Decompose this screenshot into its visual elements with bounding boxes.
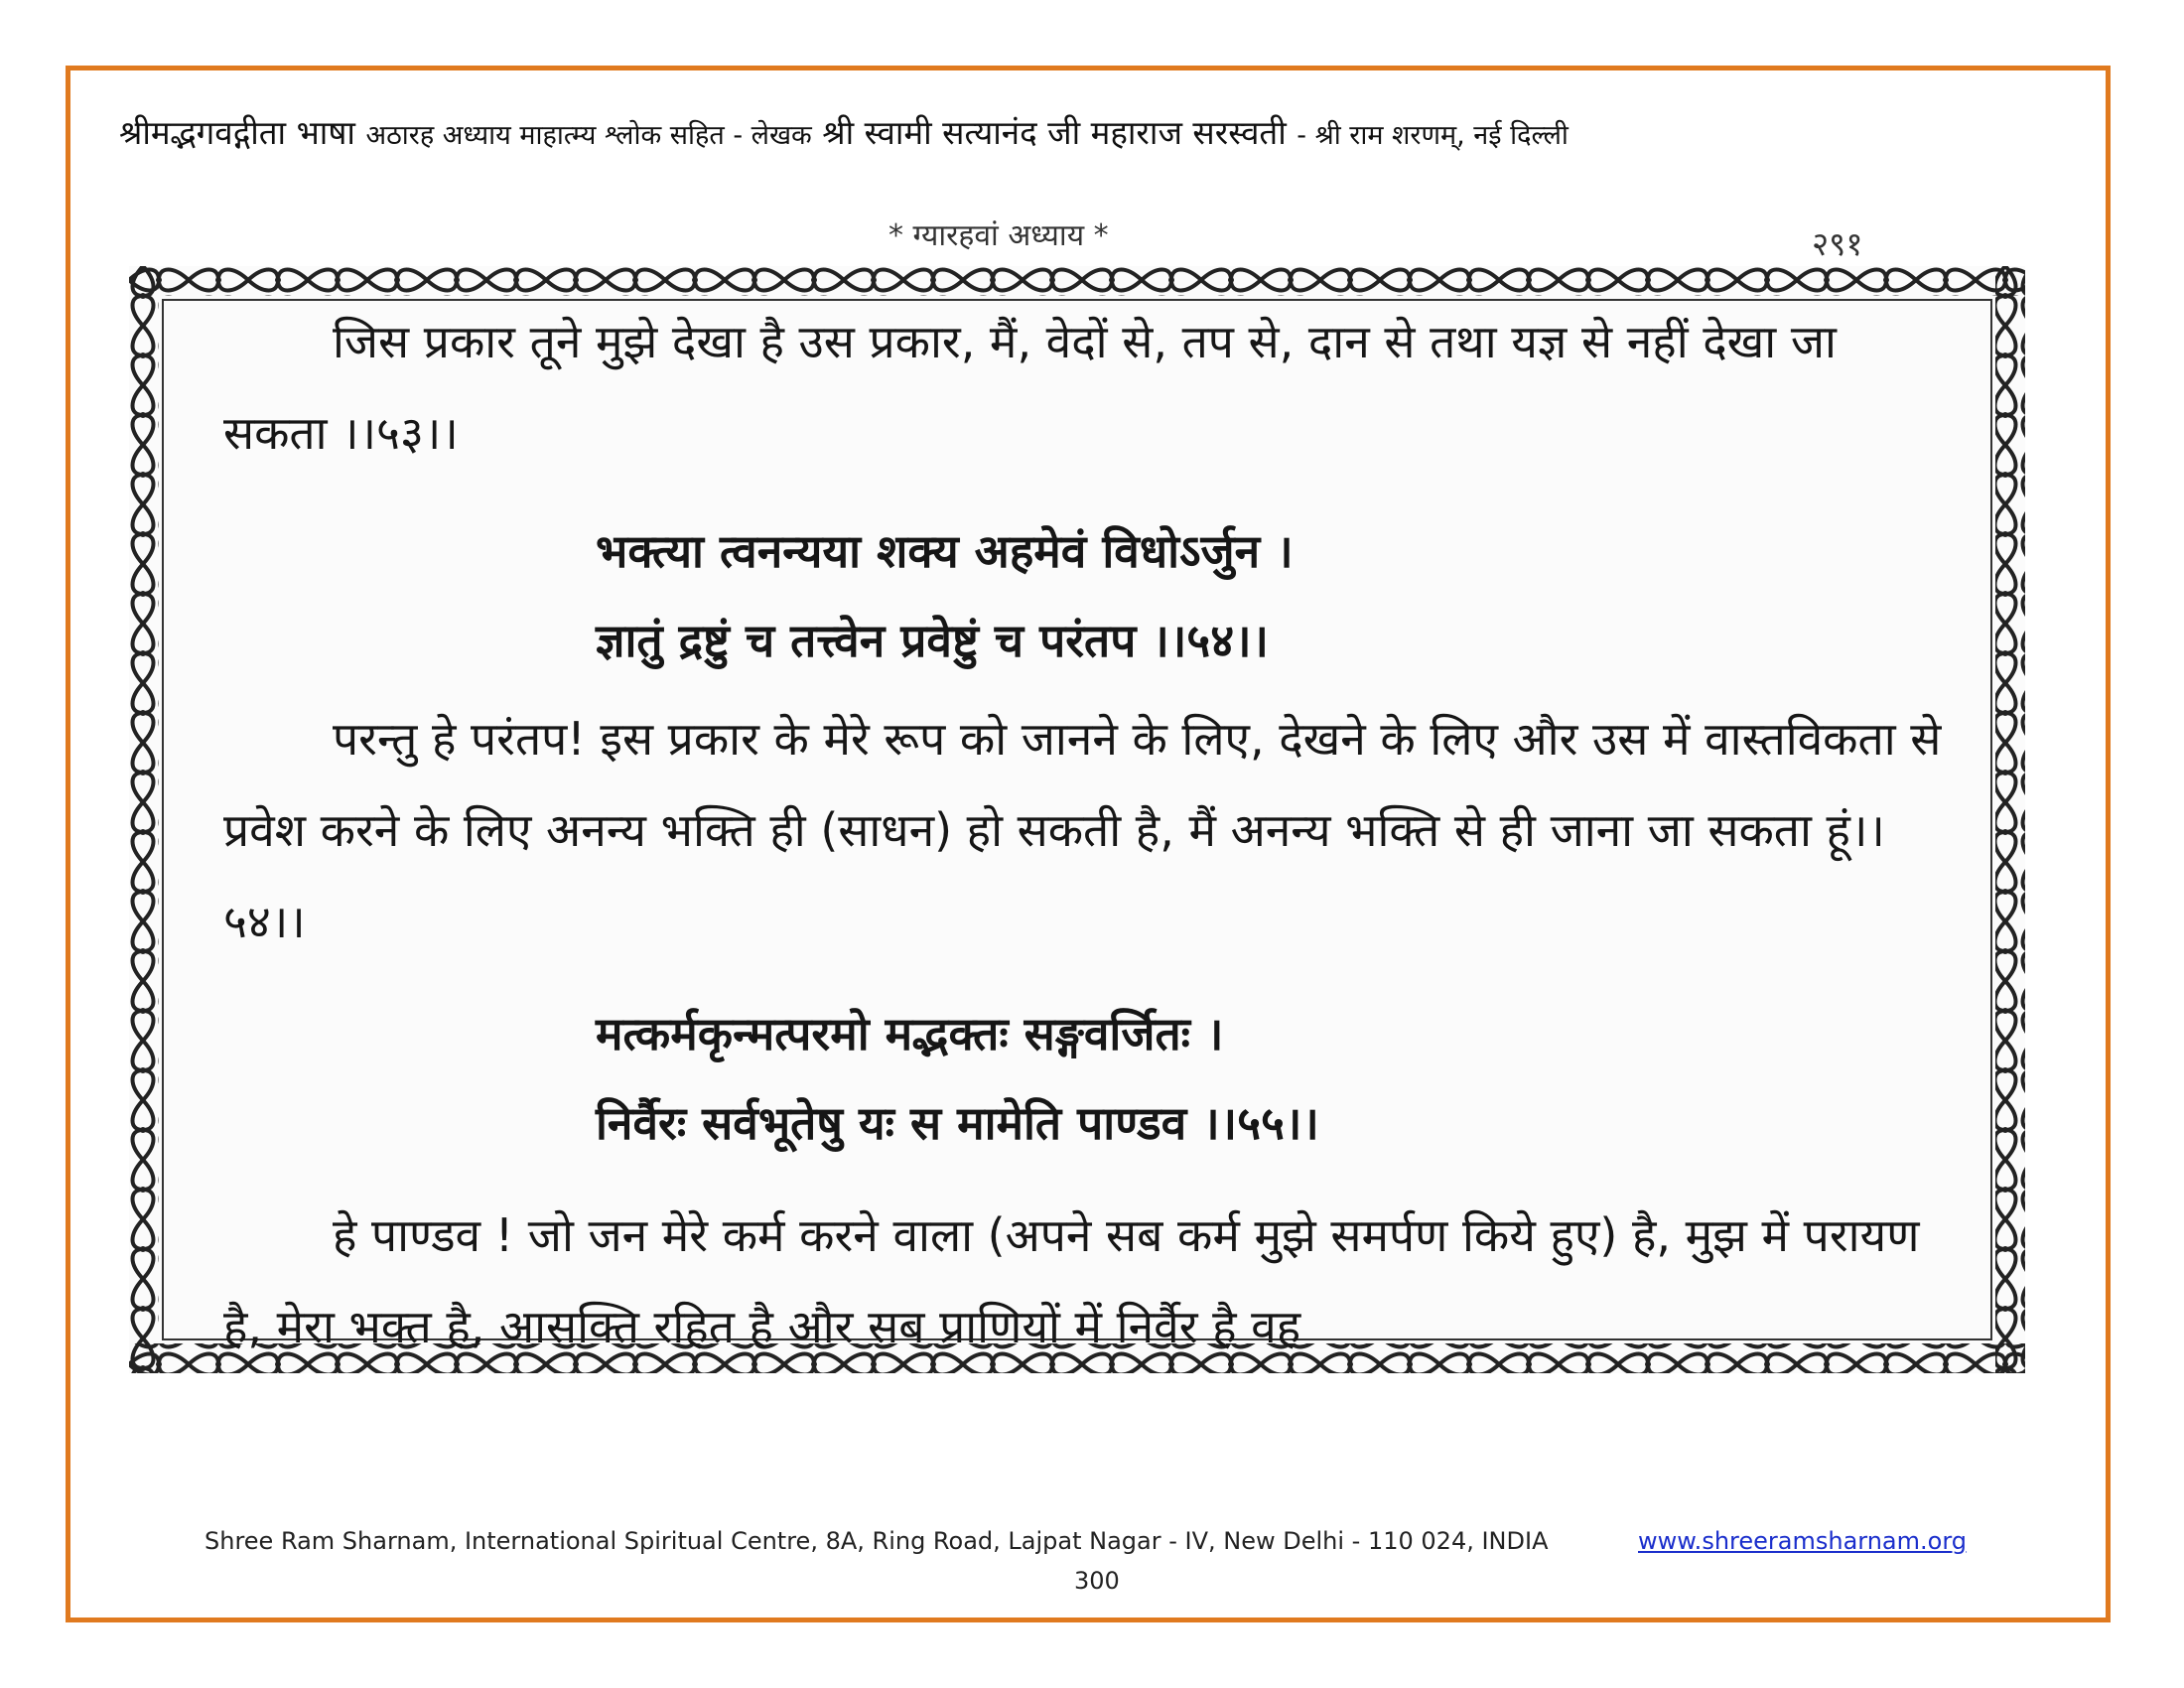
paragraph-translation-55: हे पाण्डव ! जो जन मेरे कर्म करने वाला (अपने सब कर्म मुझे समर्पण किये हुए) है, मुझ में परायण है, मेरा भक्त है, आसक्ति रहित है और सब प्राणियों में निर्वैर है वह xyxy=(223,1208,1920,1353)
page-header xyxy=(119,109,2065,154)
scanned-page xyxy=(129,266,2025,1373)
header-title-detail: अठारह अध्याय माहात्म्य श्लोक सहित - लेखक xyxy=(365,120,812,151)
paragraph-translation-53: जिस प्रकार तूने मुझे देखा है उस प्रकार, मैं, वेदों से, तप से, दान से तथा यज्ञ से नहीं देखा जा सकता ।।५३।। xyxy=(223,315,1837,460)
header-title-main: श्रीमद्भगवद्गीता भाषा xyxy=(119,113,355,152)
verse-55-line-2: निर्वैरः सर्वभूतेषु यः स मामेति पाण्डव ।।५५।। xyxy=(596,1096,1319,1150)
chapter-label: * ग्यारहवां अध्याय * xyxy=(888,218,1109,253)
paragraph-translation-54: परन्तु हे परंतप! इस प्रकार के मेरे रूप को जानने के लिए, देखने के लिए और उस में वास्तविकता से प्रवेश करने के लिए अनन्य भक्ति ही (साधन) हो सकती है, मैं अनन्य भक्ति से ही जाना जा सकता हूं।।५४।। xyxy=(223,712,1942,948)
footer-page-number: 300 xyxy=(1074,1567,1120,1595)
scan-text-body xyxy=(223,296,1946,1372)
verse-55-line-1: मत्कर्मकृन्मत्परमो मद्भक्तः सङ्गवर्जितः । xyxy=(596,1007,1224,1060)
header-author: श्री स्वामी सत्यानंद जी महाराज सरस्वती xyxy=(822,113,1287,152)
verse-54-line-1: भक्त्या त्वनन्यया शक्य अहमेवं विधोऽर्जुन । xyxy=(596,524,1294,578)
header-publisher: - श्री राम शरणम्, नई दिल्ली xyxy=(1297,120,1569,151)
verse-54-line-2: ज्ञातुं द्रष्टुं च तत्त्वेन प्रवेष्टुं च परंतप ।।५४।। xyxy=(596,614,1269,667)
footer-website-link[interactable]: www.shreeramsharnam.org xyxy=(1638,1527,1968,1555)
footer-address: Shree Ram Sharnam, International Spiritual Centre, 8A, Ring Road, Lajpat Nagar - IV, New Delhi - 110 024, INDIA xyxy=(205,1527,1549,1555)
scan-page-number: २९१ xyxy=(1812,224,1863,263)
